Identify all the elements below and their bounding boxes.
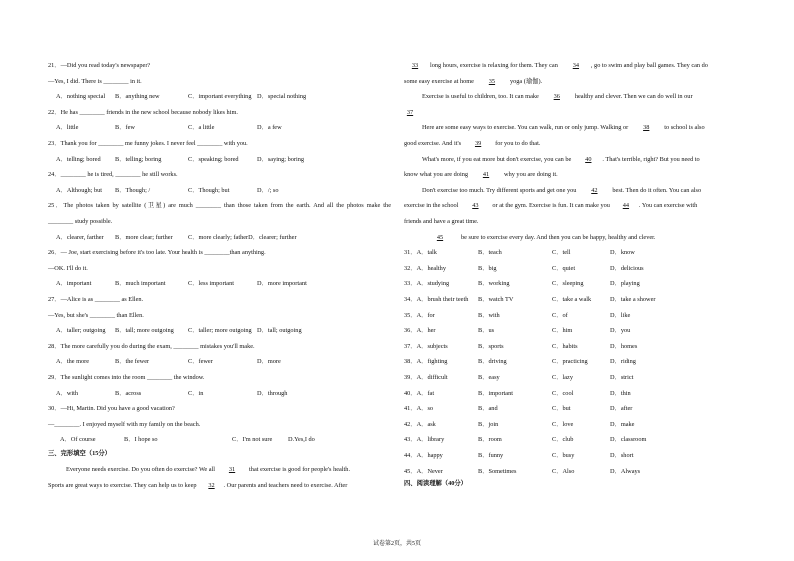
passage-line bbox=[422, 187, 701, 195]
passage-line bbox=[48, 482, 347, 490]
passage-text: . That's terrible, right? But you need to bbox=[602, 155, 700, 163]
passage-line bbox=[404, 140, 540, 148]
question-stem: —________. I enjoyed myself with my family on the beach. bbox=[48, 420, 201, 428]
passage-line bbox=[404, 78, 542, 86]
answer-option: A．taller; outgoing bbox=[56, 327, 106, 335]
answer-option: D．a few bbox=[257, 124, 282, 132]
answer-option: D．short bbox=[610, 452, 634, 459]
answer-option: A．telling; bored bbox=[56, 155, 101, 163]
answer-option: B．I hope so bbox=[124, 436, 158, 444]
question-stem: 26．— Joe, start exercising before it's too late. Your health is ________than anything. bbox=[48, 249, 266, 257]
answer-option: B．anything new bbox=[115, 93, 160, 101]
page-footer: 试卷第2页，共5页 bbox=[372, 541, 421, 547]
blank-45: 45 bbox=[436, 233, 444, 241]
passage-line bbox=[422, 93, 693, 101]
answer-option: B．funny bbox=[478, 452, 504, 459]
answer-option: B．watch TV bbox=[478, 296, 514, 303]
question-stem: 25．The photos taken by satellite (卫星) are much ________ than those taken from the earth. And all the photos make the bbox=[48, 202, 391, 210]
answer-option: C．busy bbox=[552, 452, 575, 459]
passage-text: some easy exercise at home bbox=[404, 77, 474, 85]
answer-option: B．Sometimes bbox=[478, 467, 517, 475]
answer-option: B．room bbox=[478, 436, 502, 444]
answer-option: C．him bbox=[552, 327, 573, 335]
answer-option: B．driving bbox=[478, 358, 507, 366]
answer-option: B．with bbox=[478, 311, 500, 319]
answer-option: B．few bbox=[115, 124, 135, 132]
question-stem: —Yes, but she's ________ than Ellen. bbox=[48, 311, 144, 319]
passage-text: for you to do that. bbox=[495, 140, 541, 147]
answer-option: B．easy bbox=[478, 374, 500, 381]
answer-option: B．the fewer bbox=[115, 358, 150, 366]
passage-text: long hours, exercise is relaxing for them. They can bbox=[430, 62, 558, 69]
question-stem: 28．The more carefully you do during the exam, ________ mistakes you'll make. bbox=[48, 342, 255, 350]
answer-option: C．Also bbox=[552, 467, 575, 475]
passage-line bbox=[404, 109, 417, 117]
answer-option: B．and bbox=[478, 405, 498, 413]
answer-option: A．Although; but bbox=[56, 186, 103, 194]
answer-option: B．working bbox=[478, 280, 510, 288]
section-heading: 三、完形填空（15分） bbox=[48, 450, 111, 457]
question-stem: ________ study possible. bbox=[48, 218, 113, 225]
answer-option: 31．A．talk bbox=[404, 249, 437, 257]
answer-option: C．lazy bbox=[552, 374, 573, 381]
passage-text: Don't exercise too much. Try different sports and get one you bbox=[422, 186, 577, 194]
answer-option: B．Though; / bbox=[115, 186, 151, 194]
answer-option: C．a little bbox=[188, 124, 215, 132]
blank-34: 34 bbox=[572, 62, 580, 69]
answer-option: D．Always bbox=[610, 467, 641, 475]
passage-text: What's more, if you eat more but don't exercise, you can be bbox=[422, 155, 572, 163]
answer-option: D．riding bbox=[610, 358, 636, 366]
passage-text: good exercise. And it's bbox=[404, 140, 462, 147]
answer-option: D．after bbox=[610, 405, 633, 413]
answer-option: C．practicing bbox=[552, 358, 588, 366]
answer-option: C．more clearly; fatherD．clearer; further bbox=[188, 233, 297, 241]
answer-option: C．club bbox=[552, 436, 574, 444]
answer-option: A．little bbox=[56, 124, 79, 132]
answer-option: D．more bbox=[257, 358, 281, 366]
passage-text: why you are doing it. bbox=[504, 171, 558, 179]
answer-option: C．Though; but bbox=[188, 186, 230, 194]
answer-option: B．important bbox=[478, 389, 513, 397]
answer-option: D．tall; outgoing bbox=[257, 327, 302, 335]
blank-43: 43 bbox=[472, 202, 479, 210]
answer-option: D．special nothing bbox=[257, 93, 307, 101]
answer-option: B．tall; more outgoing bbox=[115, 327, 174, 335]
passage-text: healthy and clever. Then we can do well in our bbox=[574, 93, 693, 101]
passage-line bbox=[422, 124, 705, 132]
answer-option: B．more clear; further bbox=[115, 233, 173, 241]
answer-option: 35．A．for bbox=[404, 311, 435, 319]
passage-line bbox=[404, 218, 478, 226]
answer-option: D．more important bbox=[257, 280, 307, 288]
passage-text: be sure to exercise every day. And then you can be happy, healthy and clever. bbox=[461, 233, 656, 241]
question-stem: —Yes, I did. There is ________ in it. bbox=[48, 77, 142, 85]
question-stem: 21．—Did you read today's newspaper? bbox=[48, 62, 151, 69]
answer-option: D．playing bbox=[610, 280, 640, 288]
passage-text: Here are some easy ways to exercise. You can walk, run or only jump. Walking or bbox=[422, 124, 629, 132]
passage-line bbox=[404, 202, 697, 210]
blank-39: 39 bbox=[474, 140, 482, 147]
section-heading: 四、阅读理解（40分） bbox=[404, 480, 467, 488]
passage-text: . Our parents and teachers need to exercise. After bbox=[223, 481, 348, 489]
answer-option: 45．A．Never bbox=[404, 467, 443, 475]
answer-option: C．taller; more outgoing bbox=[188, 327, 252, 335]
answer-option: D．homes bbox=[610, 342, 638, 350]
answer-option: C．important everything bbox=[188, 93, 252, 101]
answer-option: A．nothing special bbox=[56, 93, 106, 101]
answer-option: 33．A．studying bbox=[404, 280, 450, 288]
passage-text: Sports are great ways to exercise. They can help us to keep bbox=[48, 481, 197, 489]
passage-line bbox=[404, 171, 558, 179]
answer-option: B．much important bbox=[115, 280, 166, 288]
passage-text: Exercise is useful to children, too. It can make bbox=[422, 93, 539, 101]
answer-option: D．delicious bbox=[610, 264, 644, 272]
passage-line bbox=[66, 466, 350, 474]
answer-option: C．speaking; bored bbox=[188, 155, 239, 163]
answer-option: 34．A．brush their teeth bbox=[404, 296, 469, 303]
passage-text: yoga (瑜伽). bbox=[509, 77, 543, 85]
answer-option: A．the more bbox=[56, 358, 90, 366]
answer-option: B．join bbox=[478, 420, 499, 428]
answer-option: D．/; so bbox=[257, 186, 279, 194]
answer-option: D．know bbox=[610, 249, 635, 257]
answer-option: C．cool bbox=[552, 389, 574, 397]
answer-option: 43．A．library bbox=[404, 436, 445, 444]
passage-line bbox=[422, 234, 656, 242]
answer-option: C．of bbox=[552, 311, 568, 319]
question-stem: 23．Thank you for ________ me funny jokes. I never feel ________ with you. bbox=[48, 140, 248, 147]
blank-42: 42 bbox=[591, 186, 598, 194]
answer-option: 39．A．difficult bbox=[404, 374, 448, 381]
blank-35: 35 bbox=[488, 77, 496, 85]
passage-text: . You can exercise with bbox=[638, 202, 698, 210]
answer-option: C．tell bbox=[552, 249, 571, 257]
answer-option: D．you bbox=[610, 327, 631, 335]
question-stem: —OK. I'll do it. bbox=[48, 264, 88, 272]
answer-option: 44．A．happy bbox=[404, 452, 443, 459]
passage-text: or at the gym. Exercise is fun. It can make you bbox=[492, 202, 610, 210]
passage-line bbox=[422, 156, 700, 164]
answer-option: A．with bbox=[56, 389, 79, 397]
question-stem: 30．—Hi, Martin. Did you have a good vacation? bbox=[48, 405, 175, 413]
answer-option: 36．A．her bbox=[404, 327, 436, 335]
answer-option: C．fewer bbox=[188, 358, 213, 366]
passage-text: Everyone needs exercise. Do you often do exercise? We all bbox=[66, 466, 216, 473]
blank-37: 37 bbox=[406, 108, 414, 116]
question-stem: 22．He has ________ friends in the new school because nobody likes him. bbox=[48, 108, 238, 116]
answer-option: C．in bbox=[188, 389, 204, 397]
blank-40: 40 bbox=[585, 155, 592, 163]
answer-option: B．telling; boring bbox=[115, 155, 162, 163]
answer-option: B．big bbox=[478, 264, 497, 272]
blank-36: 36 bbox=[553, 93, 560, 101]
answer-option: C．love bbox=[552, 420, 574, 428]
answer-option: A．Of course bbox=[60, 436, 96, 444]
answer-option: B．us bbox=[478, 327, 495, 335]
blank-44: 44 bbox=[622, 202, 630, 210]
answer-option: C．but bbox=[552, 405, 571, 413]
answer-option: D．take a shower bbox=[610, 296, 656, 303]
passage-text: friends and have a great time. bbox=[404, 218, 479, 225]
answer-option: 42．A．ask bbox=[404, 420, 436, 428]
answer-option: B．sports bbox=[478, 342, 504, 350]
answer-option: C．less important bbox=[188, 280, 234, 288]
question-stem: 24．________ he is tired, ________ he still works. bbox=[48, 171, 178, 179]
answer-option: 40．A．fat bbox=[404, 389, 435, 397]
passage-text: best. Then do it often. You can also bbox=[612, 186, 702, 194]
answer-option: D．make bbox=[610, 420, 635, 428]
blank-31: 31 bbox=[228, 466, 236, 473]
passage-text: , go to swim and play ball games. They can do bbox=[590, 62, 708, 69]
answer-option: B．teach bbox=[478, 249, 502, 257]
passage-text: to school is also bbox=[664, 124, 705, 132]
answer-option: C．take a walk bbox=[552, 296, 592, 303]
answer-option: 37．A．subjects bbox=[404, 342, 448, 350]
answer-option: D．saying; boring bbox=[257, 155, 305, 163]
blank-41: 41 bbox=[482, 171, 490, 179]
question-stem: 29．The sunlight comes into the room ________ the window. bbox=[48, 374, 205, 381]
answer-option: 41．A．so bbox=[404, 405, 434, 413]
answer-option: 38．A．fighting bbox=[404, 358, 448, 366]
answer-option: C．sleeping bbox=[552, 280, 584, 288]
answer-option: D．through bbox=[257, 389, 288, 397]
blank-32: 32 bbox=[208, 481, 215, 489]
passage-line bbox=[404, 62, 708, 70]
passage-text: that exercise is good for people's health. bbox=[249, 466, 351, 473]
answer-option: 32．A．healthy bbox=[404, 264, 446, 272]
answer-option: D．thin bbox=[610, 389, 631, 397]
answer-option: C．quiet bbox=[552, 264, 576, 272]
blank-38: 38 bbox=[643, 124, 650, 132]
answer-option: C．I'm not sure bbox=[232, 436, 273, 444]
answer-option: D.Yes,I do bbox=[288, 436, 315, 444]
answer-option: D．strict bbox=[610, 374, 634, 381]
answer-option: B．across bbox=[115, 389, 142, 397]
answer-option: A．important bbox=[56, 280, 92, 288]
answer-option: D．classroom bbox=[610, 436, 647, 444]
answer-option: D．like bbox=[610, 311, 631, 319]
blank-33: 33 bbox=[411, 62, 419, 69]
passage-text: exercise in the school bbox=[404, 202, 459, 210]
question-stem: 27．—Alice is as ________ as Ellen. bbox=[48, 296, 144, 303]
answer-option: A．clearer, farther bbox=[56, 233, 104, 241]
answer-option: C．habits bbox=[552, 342, 578, 350]
passage-text: know what you are doing bbox=[404, 171, 469, 179]
